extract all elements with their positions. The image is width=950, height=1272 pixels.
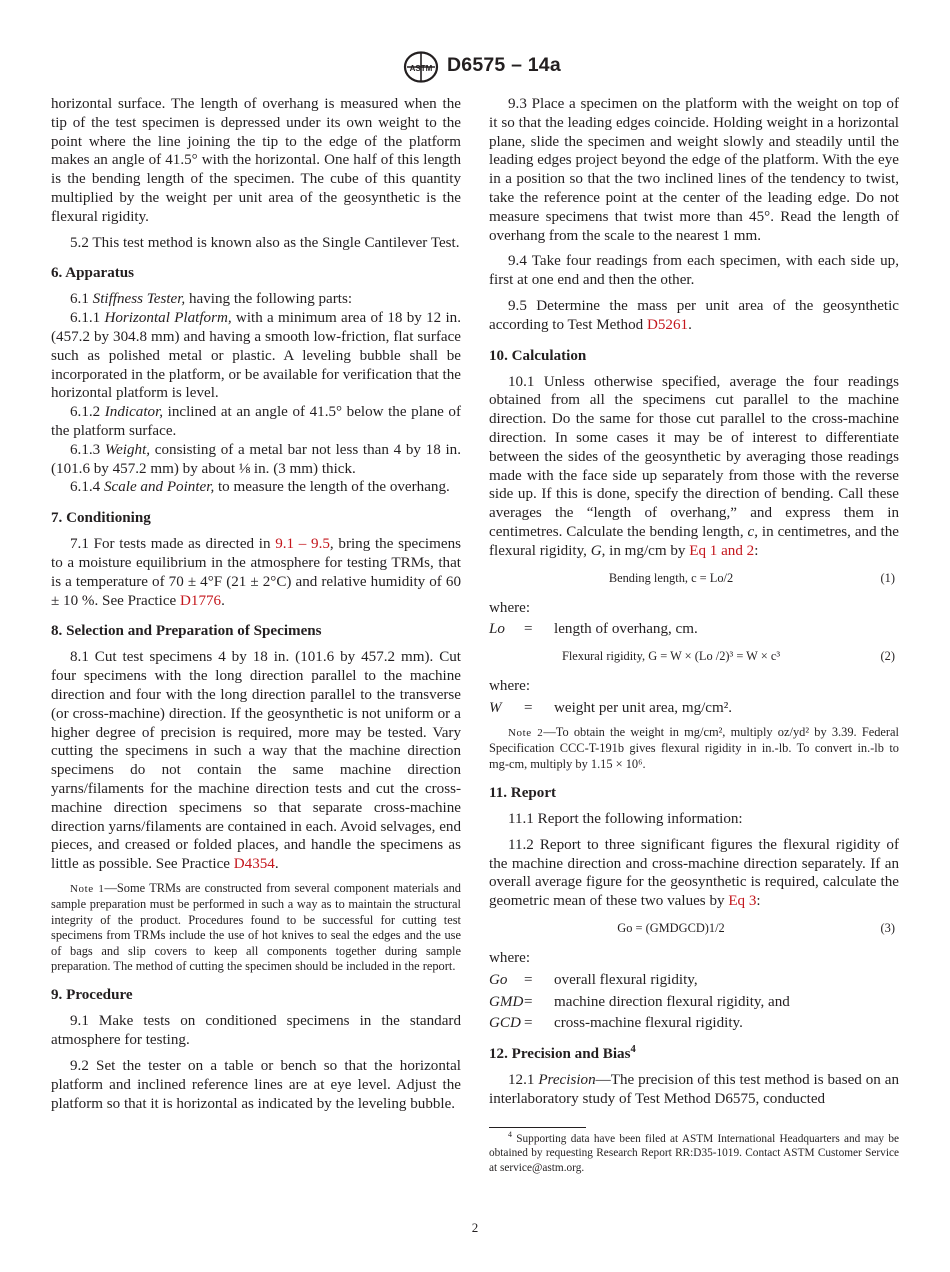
paragraph-6-1-4: 6.1.4 Scale and Pointer, to measure the length of the overhang. [70, 479, 450, 496]
paragraph-12-1: 12.1 Precision—The precision of this test method is based on an interlaboratory study of Test Method D6575, conducted [489, 1072, 899, 1107]
definition-gcd: GCD = cross-machine flexural rigidity. [489, 1015, 743, 1032]
link-d4354[interactable]: D4354 [233, 856, 275, 873]
section-7-heading: 7. Conditioning [51, 510, 151, 527]
definition-lo: Lo = length of overhang, cm. [489, 621, 698, 638]
paragraph-9-4: 9.4 Take four readings from each specimen, with each side up, first at one end and then the other. [489, 253, 899, 289]
definition-w: W = weight per unit area, mg/cm². [489, 699, 733, 716]
note-2: Note 2—To obtain the weight in mg/cm², multiply oz/yd² by 3.39. Federal Specification CCC-T-191b gives flexural rigidity in in.-lb. To convert in.-lb to mg-cm, multiply by 1.15 × 10⁶. [489, 724, 900, 771]
link-d1776[interactable]: D1776 [180, 592, 222, 609]
link-eq-1-and-2[interactable]: Eq 1 and 2 [689, 542, 755, 559]
equation-2-body: Flexural rigidity, G = W × (Lo /2)³ = W × c³ [561, 649, 781, 664]
equation-3-number: (3) [880, 920, 895, 935]
page-header [0, 49, 950, 85]
paragraph-9-2: 9.2 Set the tester on a table or bench so that the horizontal platform and inclined reference lines are at eye level. Adjust the platform so that it is horizontal as indicated by the leveling bubble. [51, 1057, 461, 1112]
link-d5261[interactable]: D5261 [646, 316, 689, 333]
equation-1-number: (1) [880, 570, 895, 585]
section-8-heading: 8. Selection and Preparation of Specimens [51, 623, 322, 640]
right-column [489, 95, 899, 1175]
section-6-heading: 6. Apparatus [51, 265, 135, 282]
paragraph-6-1: 6.1 Stiffness Tester, having the following parts: [70, 291, 353, 308]
paragraph-9-3: 9.3 Place a specimen on the platform with the weight on top of it so that the leading edges coincide. Holding weight in a horizontal plane, slide the specimen and weight slowly and steadily until the leading edges project beyond the edge of the platform. With the eye in a position so that the two inclined lines of the tendency to twist, take the reference point at the center of the leading edge. Do not measure specimens that twist more than 45°. Read the length of overhang from the scale to the nearest 1 mm. [489, 96, 899, 244]
section-11-heading: 11. Report [489, 784, 557, 801]
equation-1 [489, 567, 899, 590]
paragraph-6-1-3: 6.1.3 Weight, consisting of a metal bar not less than 4 by 18 in. (101.6 by 457.2 mm) by about ⅛ in. (3 mm) thick. [51, 441, 461, 477]
link-9-1-9-5[interactable]: 9.1 – 9.5 [275, 536, 330, 553]
paragraph-6-1-2: 6.1.2 Indicator, inclined at an angle of 41.5° below the plane of the platform surface. [51, 404, 461, 439]
left-column [51, 95, 461, 1113]
paragraph-9-5: 9.5 Determine the mass per unit area of the geosynthetic according to Test Method D5261. [489, 297, 899, 333]
section-12-heading: 12. Precision and Bias$^4$ [489, 1044, 636, 1063]
paragraph-9-1: 9.1 Make tests on conditioned specimens in the standard atmosphere for testing. [51, 1013, 461, 1049]
equation-3-body: Go = (GMDGCD)1/2 [617, 920, 725, 935]
equation-1-body: Bending length, c = Lo/2 [608, 570, 734, 585]
where-label-3: where: [489, 949, 531, 966]
equation-2-number: (2) [880, 649, 895, 664]
link-eq-3[interactable]: Eq 3 [728, 893, 757, 910]
paragraph-10-1: 10.1 Unless otherwise specified, average the four readings obtained from all the specimens cut parallel to the machine direction. Do the same for those cut parallel to the cross-machine direction. In some cases it may be of interest to differentiate between the sides of the geosynthetic by averaging those readings made with the face side up separately from those with the reverse side up. If this is done, specify the direction of bending. Call these averages the “length of overhang,” and express them in centimetres. Calculate the bending length, c, in centimetres, and the flexural rigidity, G, in mg/cm by Eq 1 and 2: [489, 373, 899, 559]
astm-logo [403, 51, 439, 83]
where-label-1: where: [489, 599, 531, 616]
definition-go: Go = overall flexural rigidity, [489, 971, 698, 988]
paragraph-7-1: 7.1 For tests made as directed in 9.1 – 9.5, bring the specimens to a moisture equilibrium in the atmosphere for testing TRMs, that is a temperature of 70 ± 4°F (21 ± 2°C) and relative humidity of 60 ± 10 %. See Practice D1776. [51, 536, 461, 609]
definition-gmd: GMD = machine direction flexural rigidity, and [489, 993, 790, 1010]
paragraph-11-1: 11.1 Report the following information: [508, 810, 743, 827]
section-10-heading: 10. Calculation [489, 347, 587, 364]
svg-text:ASTM: ASTM [409, 64, 433, 73]
note-1: Note 1—Some TRMs are constructed from several component materials and sample preparation must be performed in such a way as to maintain the structural integrity of the product. Procedures found to be successful for cutting test specimens from TRMs include the use of hot knives to seal the edges and the use of bags and slip covers to keep all components together during sample preparation. The method of cutting the specimen should be included in the report. [51, 880, 461, 973]
equation-3 [489, 917, 899, 940]
paragraph-6-1-1: 6.1.1 Horizontal Platform, with a minimum area of 18 by 12 in. (457.2 by 304.8 mm) and having a smooth low-friction, flat surface such as polished metal or plastic. A leveling bubble shall be incorporated in the platform, or be available for verification that the horizontal platform is level. [51, 310, 461, 402]
equation-2 [489, 645, 899, 668]
paragraph-8-1: 8.1 Cut test specimens 4 by 18 in. (101.6 by 457.2 mm). Cut four specimens with the long direction parallel to the machine direction and four with the long direction parallel to the transverse (or cross-machine) direction. If the geosynthetic is not uniform or a higher degree of precision is required, more may be tested. Vary cutting the specimens in such a way that the machine direction specimens do not contain the same machine direction yarns/filaments for the machine direction tests and cut the cross-machine direction specimens so that separate cross-machine direction yarns/filaments are contained in each. Avoid selvages, end pieces, and creased or folded places, and handle the specimens as little as possible. See Practice D4354. [51, 649, 461, 873]
standard-designation: D6575 – 14a [447, 54, 561, 76]
page-number: 2 [471, 1220, 479, 1235]
where-label-2: where: [489, 678, 531, 695]
paragraph-5-1-continued: horizontal surface. The length of overhang is measured when the tip of the test specimen is depressed under its own weight to the point where the line joining the tip to the edge of the platform makes an angle of 41.5° with the horizontal. One half of this length is the bending length of the specimen. The cube of this quantity multiplied by the weight per unit area of the geosynthetic is the flexural rigidity. [51, 96, 461, 225]
footnote-rule [489, 1127, 586, 1128]
paragraph-5-2: 5.2 This test method is known also as the Single Cantilever Test. [70, 234, 460, 251]
paragraph-11-2: 11.2 Report to three significant figures the flexural rigidity of the machine direction and cross-machine direction separately. If an overall average figure for the geosynthetic is required, calculate the geometric mean of these two values by Eq 3: [489, 836, 899, 910]
footnote-4: $^4$ Supporting data have been filed at ASTM International Headquarters and may be obtained by requesting Research Report RR:D35-1019. Contact ASTM Customer Service at service@astm.org. [489, 1129, 899, 1174]
section-9-heading: 9. Procedure [51, 987, 133, 1004]
